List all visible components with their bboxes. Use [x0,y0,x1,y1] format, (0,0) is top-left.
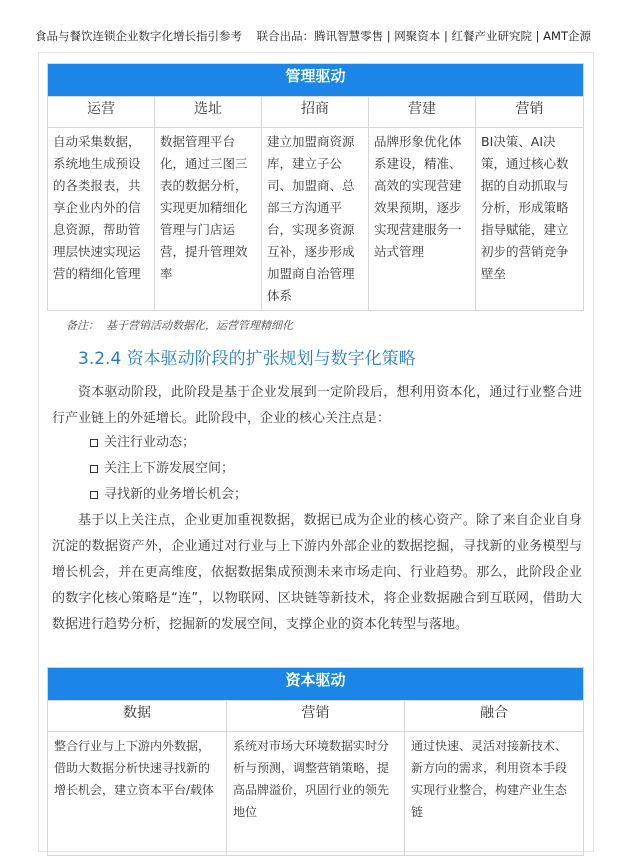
column-header-investment: 招商 [262,97,369,128]
list-item: 关注上下游发展空间； [90,456,247,482]
column-header-marketing: 营销 [227,701,405,732]
table-cell: 系统对市场大环境数据实时分析与预测，调整营销策略，提高品牌溢价，巩固行业的领先地位 [227,732,405,856]
table-note: 备注： 基于营销活动数据化，运营管理精细化 [66,319,293,332]
checkbox-square-icon [90,465,98,473]
table-cell: 自动采集数据，系统地生成预设的各类报表，共享企业内外的信息资源，帮助管理层快速实现运营的精细化管理 [48,128,155,311]
column-header-site-selection: 选址 [155,97,262,128]
column-header-marketing: 营销 [476,97,584,128]
page-header: 食品与餐饮连锁企业数字化增长指引参考 联合出品：腾讯智慧零售 | 网聚资本 | 红餐产业研究院 | AMT企源 [35,29,591,43]
column-header-construction: 营建 [369,97,476,128]
paragraph-strategy: 基于以上关注点，企业更加重视数据，数据已成为企业的核心资产。除了来自企业自身沉淀的数据资产外，企业通过对行业与上下游内外部企业的数据挖掘，寻找新的业务模型与增长机会，并在更高维度，依据数据集成预测未来市场走向、行业趋势。那么，此阶段企业的数字化核心策略是“连”，以物联网、区块链等新技术，将企业数据融合到互联网，借助大数据进行趋势分析，挖掘新的发展空间，支撑企业的资本化转型与落地。 [52,513,582,632]
paragraph-intro: 资本驱动阶段，此阶段是基于企业发展到一定阶段后，想利用资本化，通过行业整合进行产业链上的外延增长。此阶段中，企业的核心关注点是： [52,385,582,426]
column-header-integration: 融合 [405,701,584,732]
table-cell: BI决策、AI决策，通过核心数据的自动抓取与分析，形成策略指导赋能，建立初步的营销竞争壁垒 [476,128,584,311]
list-item: 寻找新的业务增长机会； [90,482,247,508]
checkbox-square-icon [90,439,98,447]
focus-list [90,430,247,508]
table-cell: 整合行业与上下游内外数据，借助大数据分析快速寻找新的增长机会，建立资本平台/载体 [48,732,227,856]
management-drive-table [47,63,584,311]
table-cell: 品牌形象优化体系建设，精准、高效的实现营建效果预期，逐步实现营建服务一站式管理 [369,128,476,311]
capital-drive-table [47,667,584,856]
table-cell: 建立加盟商资源库，建立子公司、加盟商、总部三方沟通平台，实现多资源互补，逐步形成加盟商自治管理体系 [262,128,369,311]
column-header-operation: 运营 [48,97,155,128]
section-title: 3.2.4 资本驱动阶段的扩张规划与数字化策略 [78,349,416,369]
table-cell: 数据管理平台化，通过三图三表的数据分析，实现更加精细化管理与门店运营，提升管理效率 [155,128,262,311]
table-title: 管理驱动 [48,64,584,97]
list-item: 关注行业动态； [90,430,247,456]
table-cell: 通过快速、灵活对接新技术、新方向的需求，利用资本手段实现行业整合，构建产业生态链 [405,732,584,856]
column-header-data: 数据 [48,701,227,732]
checkbox-square-icon [90,491,98,499]
table-title: 资本驱动 [48,668,584,701]
